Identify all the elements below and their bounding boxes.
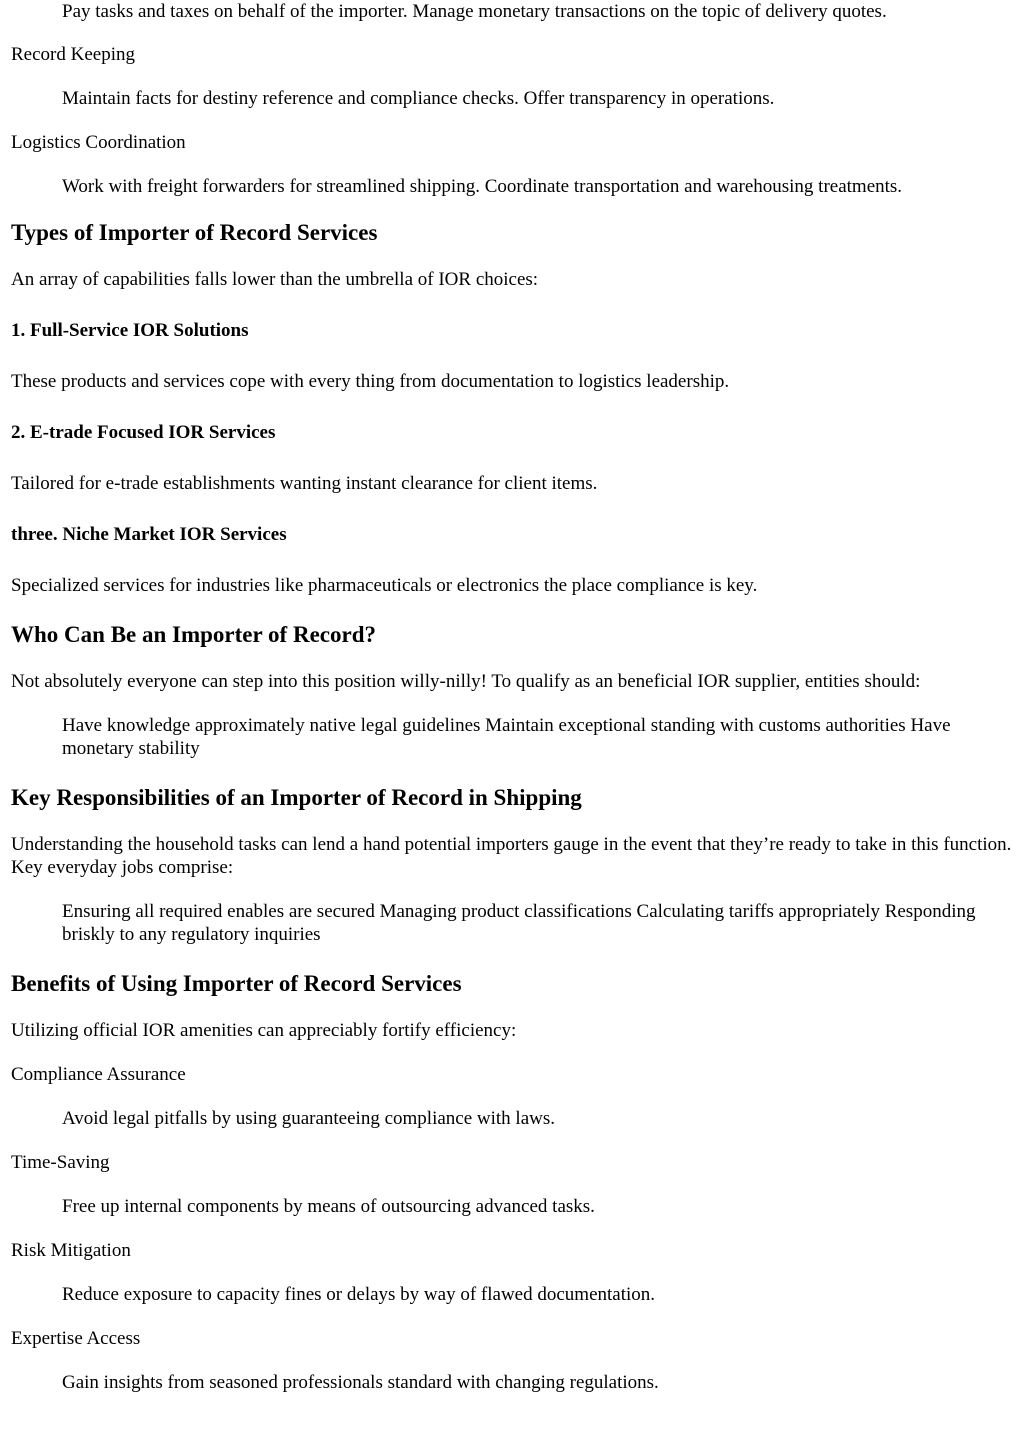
subsection-heading: 2. E-trade Focused IOR Services bbox=[11, 422, 276, 443]
section-heading-benefits: Benefits of Using Importer of Record Services bbox=[11, 971, 462, 996]
section-heading-key: Key Responsibilities of an Importer of Record in Shipping bbox=[11, 785, 582, 810]
definition-description: Maintain facts for destiny reference and compliance checks. Offer transparency in operations. bbox=[62, 88, 775, 109]
definition-term: Record Keeping bbox=[11, 44, 135, 65]
blockquote-list: Have knowledge approximately native legal guidelines Maintain exceptional standing with customs authorities Have monetary stability bbox=[62, 715, 951, 759]
subsection-heading: three. Niche Market IOR Services bbox=[11, 524, 287, 545]
subsection-text: Tailored for e-trade establishments wanting instant clearance for client items. bbox=[11, 473, 598, 494]
definition-term: Logistics Coordination bbox=[11, 132, 186, 153]
definition-description: Gain insights from seasoned professionals standard with changing regulations. bbox=[62, 1372, 659, 1393]
section-heading-who: Who Can Be an Importer of Record? bbox=[11, 622, 376, 647]
definition-description: Free up internal components by means of outsourcing advanced tasks. bbox=[62, 1196, 595, 1217]
subsection-text: Specialized services for industries like pharmaceuticals or electronics the place compliance is key. bbox=[11, 575, 758, 596]
subsection-text: These products and services cope with every thing from documentation to logistics leadership. bbox=[11, 371, 730, 392]
definition-term: Compliance Assurance bbox=[11, 1064, 186, 1085]
section-intro: An array of capabilities falls lower than the umbrella of IOR choices: bbox=[11, 269, 539, 290]
definition-term: Risk Mitigation bbox=[11, 1240, 131, 1261]
section-intro: Understanding the household tasks can lend a hand potential importers gauge in the event that they’re ready to take in this function. Key everyday jobs comprise: bbox=[11, 834, 1012, 878]
blockquote-list: Ensuring all required enables are secured Managing product classifications Calculating tariffs appropriately Responding briskly to any regulatory inquiries bbox=[62, 901, 976, 945]
definition-description: Avoid legal pitfalls by using guaranteeing compliance with laws. bbox=[62, 1108, 555, 1129]
definition-term: Time-Saving bbox=[11, 1152, 110, 1173]
section-intro: Utilizing official IOR amenities can appreciably fortify efficiency: bbox=[11, 1020, 517, 1041]
definition-term: Expertise Access bbox=[11, 1328, 141, 1349]
section-heading-types: Types of Importer of Record Services bbox=[11, 220, 378, 245]
definition-description: Pay tasks and taxes on behalf of the importer. Manage monetary transactions on the topic of delivery quotes. bbox=[62, 1, 887, 22]
definition-description: Work with freight forwarders for streamlined shipping. Coordinate transportation and warehousing treatments. bbox=[62, 176, 903, 197]
section-intro: Not absolutely everyone can step into this position willy-nilly! To qualify as an beneficial IOR supplier, entities should: bbox=[11, 671, 921, 692]
subsection-heading: 1. Full-Service IOR Solutions bbox=[11, 320, 249, 341]
definition-description: Reduce exposure to capacity fines or delays by way of flawed documentation. bbox=[62, 1284, 656, 1305]
